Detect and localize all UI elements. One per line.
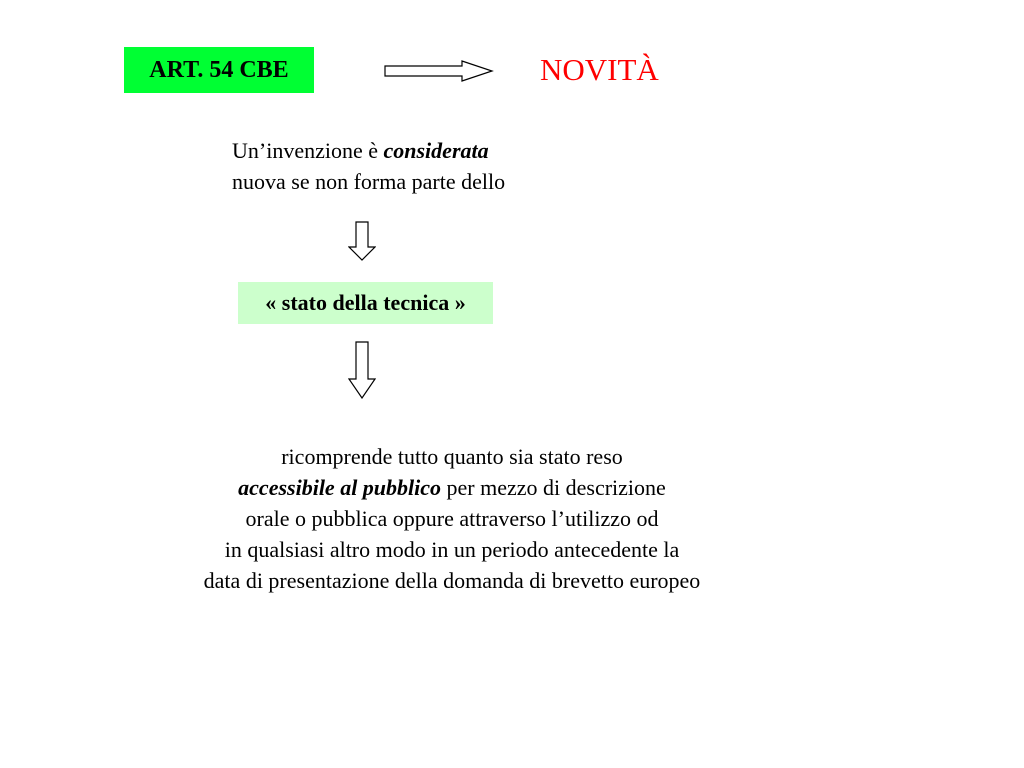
description-text bbox=[112, 441, 792, 596]
definition-emphasis: considerata bbox=[383, 138, 489, 163]
article-label: ART. 54 CBE bbox=[149, 56, 289, 83]
description-line5: data di presentazione della domanda di brevetto europeo bbox=[203, 568, 701, 593]
state-of-art-box bbox=[238, 282, 493, 324]
definition-line2: nuova se non forma parte dello bbox=[232, 169, 506, 194]
down-arrow-icon bbox=[348, 221, 376, 261]
topic-title: NOVITÀ bbox=[540, 52, 659, 87]
down-arrow-icon bbox=[348, 341, 376, 399]
definition-text bbox=[232, 135, 505, 197]
article-label-box bbox=[124, 47, 314, 93]
right-arrow-icon bbox=[384, 60, 494, 82]
description-line3: orale o pubblica oppure attraverso l’utilizzo od bbox=[245, 506, 659, 531]
description-line4: in qualsiasi altro modo in un periodo antecedente la bbox=[224, 537, 680, 562]
description-line1: ricomprende tutto quanto sia stato reso bbox=[281, 444, 623, 469]
description-line2 bbox=[112, 472, 792, 503]
definition-line1-prefix: Un’invenzione è bbox=[232, 138, 378, 163]
description-emphasis: accessibile al pubblico bbox=[238, 475, 442, 500]
state-of-art-label: « stato della tecnica » bbox=[265, 290, 466, 315]
description-line2-rest: per mezzo di descrizione bbox=[446, 475, 666, 500]
